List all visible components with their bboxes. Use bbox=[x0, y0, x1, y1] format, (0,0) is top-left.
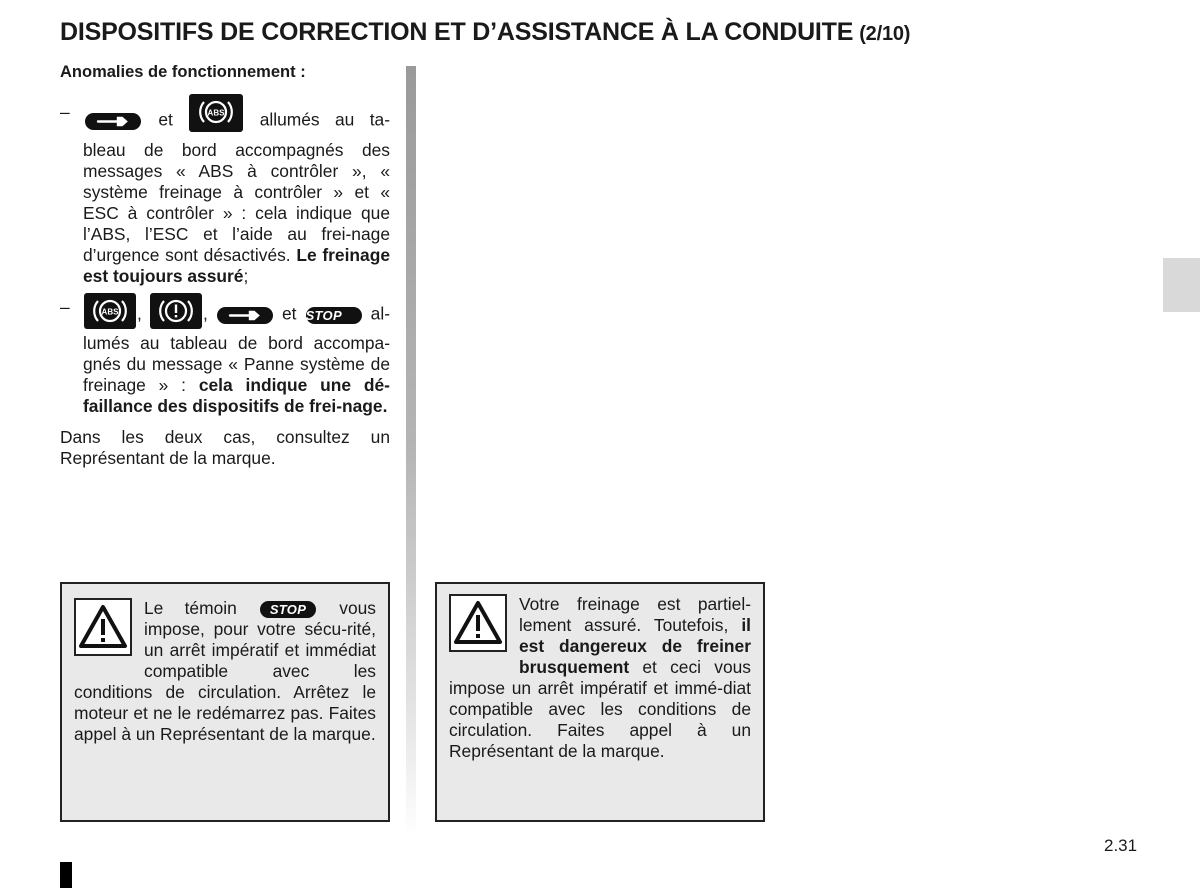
abs-icon bbox=[189, 94, 243, 132]
warning-triangle-icon bbox=[449, 594, 507, 652]
warning-lead: Le témoin bbox=[144, 598, 237, 618]
column-divider bbox=[406, 66, 416, 836]
print-edge-mark bbox=[60, 862, 72, 888]
stop-icon: STOP bbox=[306, 307, 362, 324]
section-heading: Anomalies de fonctionnement : bbox=[60, 63, 306, 81]
after-icons-text: allumés au ta- bbox=[259, 109, 391, 130]
wrench-icon bbox=[85, 113, 141, 130]
brake-warning-icon bbox=[150, 293, 202, 329]
title-text: DISPOSITIFS DE CORRECTION ET D’ASSISTANCE À LA CONDUITE bbox=[60, 18, 854, 46]
stop-icon: STOP bbox=[260, 601, 316, 618]
title-part: (2/10) bbox=[859, 23, 911, 45]
warning-box-stop bbox=[60, 582, 390, 822]
icon-line bbox=[83, 297, 390, 333]
comma-text: , bbox=[137, 303, 142, 324]
page-number: 2.31 bbox=[1104, 836, 1138, 855]
warning-body: et ceci vous impose un arrêt impératif et immé-diat compatible avec les conditions de circulation. Faites appel à un Représentant de la marque. bbox=[449, 657, 751, 761]
warning-lead: Votre freinage est partiel-lement assuré. Toutefois, bbox=[519, 594, 751, 635]
item-body: lumés au tableau de bord accompa-gnés du message « Panne système de freinage » : bbox=[83, 333, 390, 395]
icon-line bbox=[83, 102, 390, 140]
conj-text: et bbox=[281, 303, 297, 324]
list-item bbox=[60, 297, 390, 417]
item-bold: cela indique une dé-faillance des dispositifs de frei-nage. bbox=[83, 375, 390, 416]
item-body: bleau de bord accompagnés des messages « ABS à contrôler », « système freinage à contrôler » et « ESC à contrôler » : cela indique que l’ABS, l’ESC et l’aide au frei-nage d’urgence sont désactivés. bbox=[83, 140, 390, 265]
item-tail: ; bbox=[243, 266, 249, 286]
after-icons-text: al- bbox=[370, 303, 390, 324]
warning-box-braking bbox=[435, 582, 765, 822]
conclusion-text: Dans les deux cas, consultez un Représentant de la marque. bbox=[60, 427, 390, 468]
conj-text: et bbox=[158, 109, 173, 130]
svg-text:ABS: ABS bbox=[207, 108, 225, 118]
svg-text:ABS: ABS bbox=[101, 307, 119, 317]
list-dash: – bbox=[60, 102, 70, 122]
abs-icon bbox=[84, 293, 136, 329]
comma-text: , bbox=[202, 303, 208, 324]
warning-triangle-icon bbox=[74, 598, 132, 656]
list-dash: – bbox=[60, 297, 70, 317]
list-item bbox=[60, 102, 390, 287]
left-column bbox=[60, 62, 390, 469]
wrench-icon bbox=[217, 307, 273, 324]
item-bold: Le freinage est toujours assuré bbox=[83, 245, 390, 286]
chapter-tab-marker bbox=[1163, 258, 1200, 312]
warning-body: vous impose, pour votre sécu-rité, un arrêt impératif et immédiat compatible avec les conditions de circulation. Arrêtez le moteur et ne le redémarrez pas. Faites appel à un Représentant de la marque. bbox=[74, 598, 376, 744]
warning-bold: il est dangereux de freiner brusquement bbox=[519, 615, 751, 677]
page-title bbox=[60, 18, 1160, 47]
